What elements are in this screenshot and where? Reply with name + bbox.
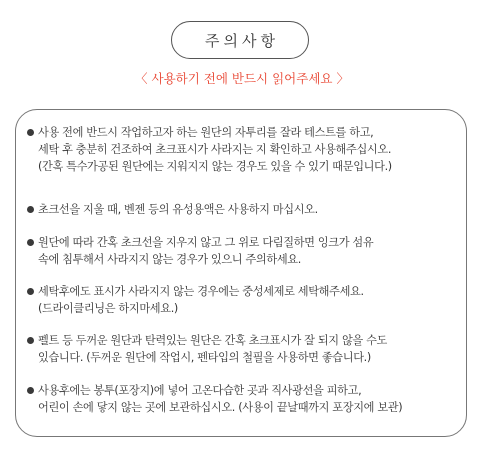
notice-text <box>38 382 463 416</box>
page-title: 주의사항 <box>171 21 309 59</box>
notice-line: (간혹 특수가공된 원단에는 지워지지 않는 경우도 있을 수 있기 때문입니다.) <box>38 160 392 173</box>
notice-text <box>38 234 463 268</box>
notice-item-3 <box>27 234 463 268</box>
notice-item-1 <box>27 124 463 175</box>
page-subtitle: 〈 사용하기 전에 반드시 읽어주세요 〉 <box>135 71 349 86</box>
notice-item-2 <box>27 201 463 218</box>
bullet-icon <box>27 387 34 394</box>
notice-line: (드라이클리닝은 하지마세요.) <box>38 302 178 315</box>
notice-line: 사용 전에 반드시 작업하고자 하는 원단의 자투리를 잘라 테스트를 하고, <box>38 126 374 139</box>
notice-line: 있습니다. (두꺼운 원단에 작업시, 펜타입의 철필을 사용하면 좋습니다.) <box>38 351 371 364</box>
bullet-icon <box>27 206 34 213</box>
notice-text <box>38 201 463 218</box>
notice-item-4 <box>27 283 463 317</box>
notice-line: 사용후에는 봉투(포장지)에 넣어 고온다습한 곳과 직사광선을 피하고, <box>38 384 362 397</box>
notice-line: 펠트 등 두꺼운 원단과 탄력있는 원단은 간혹 초크표시가 잘 되지 않을 수도 <box>38 334 387 347</box>
notice-text <box>38 283 463 317</box>
notice-line: 어린이 손에 닿지 않는 곳에 보관하십시오. (사용이 끝날때까지 포장지에 보관) <box>38 401 403 414</box>
notice-item-5 <box>27 332 463 366</box>
bullet-icon <box>27 337 34 344</box>
notice-box <box>15 109 467 437</box>
notice-line: 초크선을 지울 때, 벤젠 등의 유성용액은 사용하지 마십시오. <box>38 203 318 216</box>
notice-text <box>38 124 463 175</box>
bullet-icon <box>27 288 34 295</box>
notice-item-6 <box>27 382 463 416</box>
notice-line: 원단에 따라 간혹 초크선을 지우지 않고 그 위로 다림질하면 잉크가 섬유 <box>38 236 374 249</box>
notice-line: 세탁 후 충분히 건조하여 초크표시가 사라지는 지 확인하고 사용해주십시오. <box>38 143 392 156</box>
notice-text <box>38 332 463 366</box>
bullet-icon <box>27 239 34 246</box>
notice-line: 세탁후에도 표시가 사라지지 않는 경우에는 중성세제로 세탁해주세요. <box>38 285 364 298</box>
notice-line: 속에 침투해서 사라지지 않는 경우가 있으니 주의하세요. <box>38 253 301 266</box>
bullet-icon <box>27 129 34 136</box>
